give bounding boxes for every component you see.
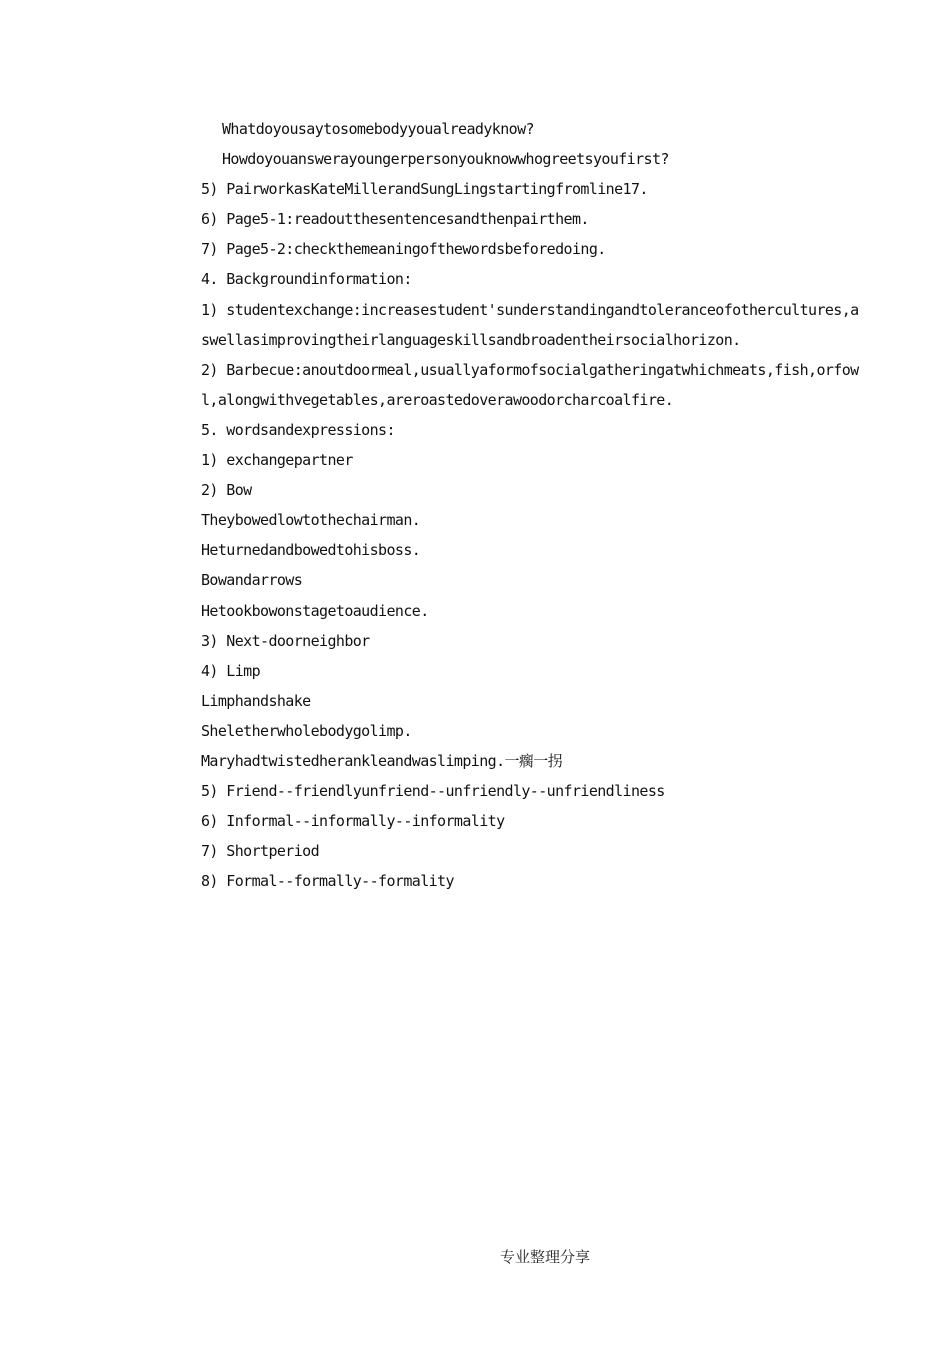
text-line: l,alongwithvegetables,areroastedoverawoodorcharcoalfire. (201, 390, 674, 409)
text-line: Heturnedandbowedtohisboss. (201, 541, 421, 560)
text-line: Maryhadtwistedherankleandwaslimping.一瘸一拐 (201, 751, 563, 770)
document-body (201, 114, 913, 896)
text-line: swellasimprovingtheirlanguageskillsandbroadentheirsocialhorizon. (201, 330, 741, 349)
section-heading: 5. wordsandexpressions: (201, 420, 395, 439)
text-line: Whatdoyousaytosomebodyyoualreadyknow? (222, 120, 534, 138)
page-footer: 专业整理分享 (500, 1248, 591, 1266)
text-line: Sheletherwholebodygolimp. (201, 721, 412, 740)
text-line: 1) studentexchange:increasestudent'sunderstandingandtoleranceofothercultures,a (201, 300, 859, 319)
text-line: 4) Limp (201, 661, 261, 680)
section-heading: 4. Backgroundinformation: (201, 270, 412, 289)
text-line: Theybowedlowtothechairman. (201, 511, 421, 530)
text-line: 2) Barbecue:anoutdoormeal,usuallyaformofsocialgatheringatwhichmeats,fish,orfow (201, 360, 859, 379)
text-line: 1) exchangepartner (201, 451, 353, 470)
text-line: 6) Page5-1:readoutthesentencesandthenpairthem. (201, 210, 589, 229)
text-line: 6) Informal--informally--informality (201, 812, 505, 831)
text-line: Hetookbowonstagetoaudience. (201, 601, 429, 620)
text-line: 5) Friend--friendlyunfriend--unfriendly--unfriendliness (201, 782, 665, 801)
text-line: 7) Shortperiod (201, 842, 320, 861)
text-line: Bowandarrows (201, 571, 303, 590)
text-line: 5) PairworkasKateMillerandSungLingstartingfromline17. (201, 180, 648, 199)
text-line: 2) Bow (201, 481, 252, 500)
text-line: 7) Page5-2:checkthemeaningofthewordsbeforedoing. (201, 240, 606, 259)
text-line: Limphandshake (201, 691, 311, 710)
text-line: 8) Formal--formally--formality (201, 872, 454, 891)
text-line: Howdoyouanswerayoungerpersonyouknowwhogreetsyoufirst? (222, 150, 669, 169)
text-line: 3) Next-doorneighbor (201, 631, 370, 650)
